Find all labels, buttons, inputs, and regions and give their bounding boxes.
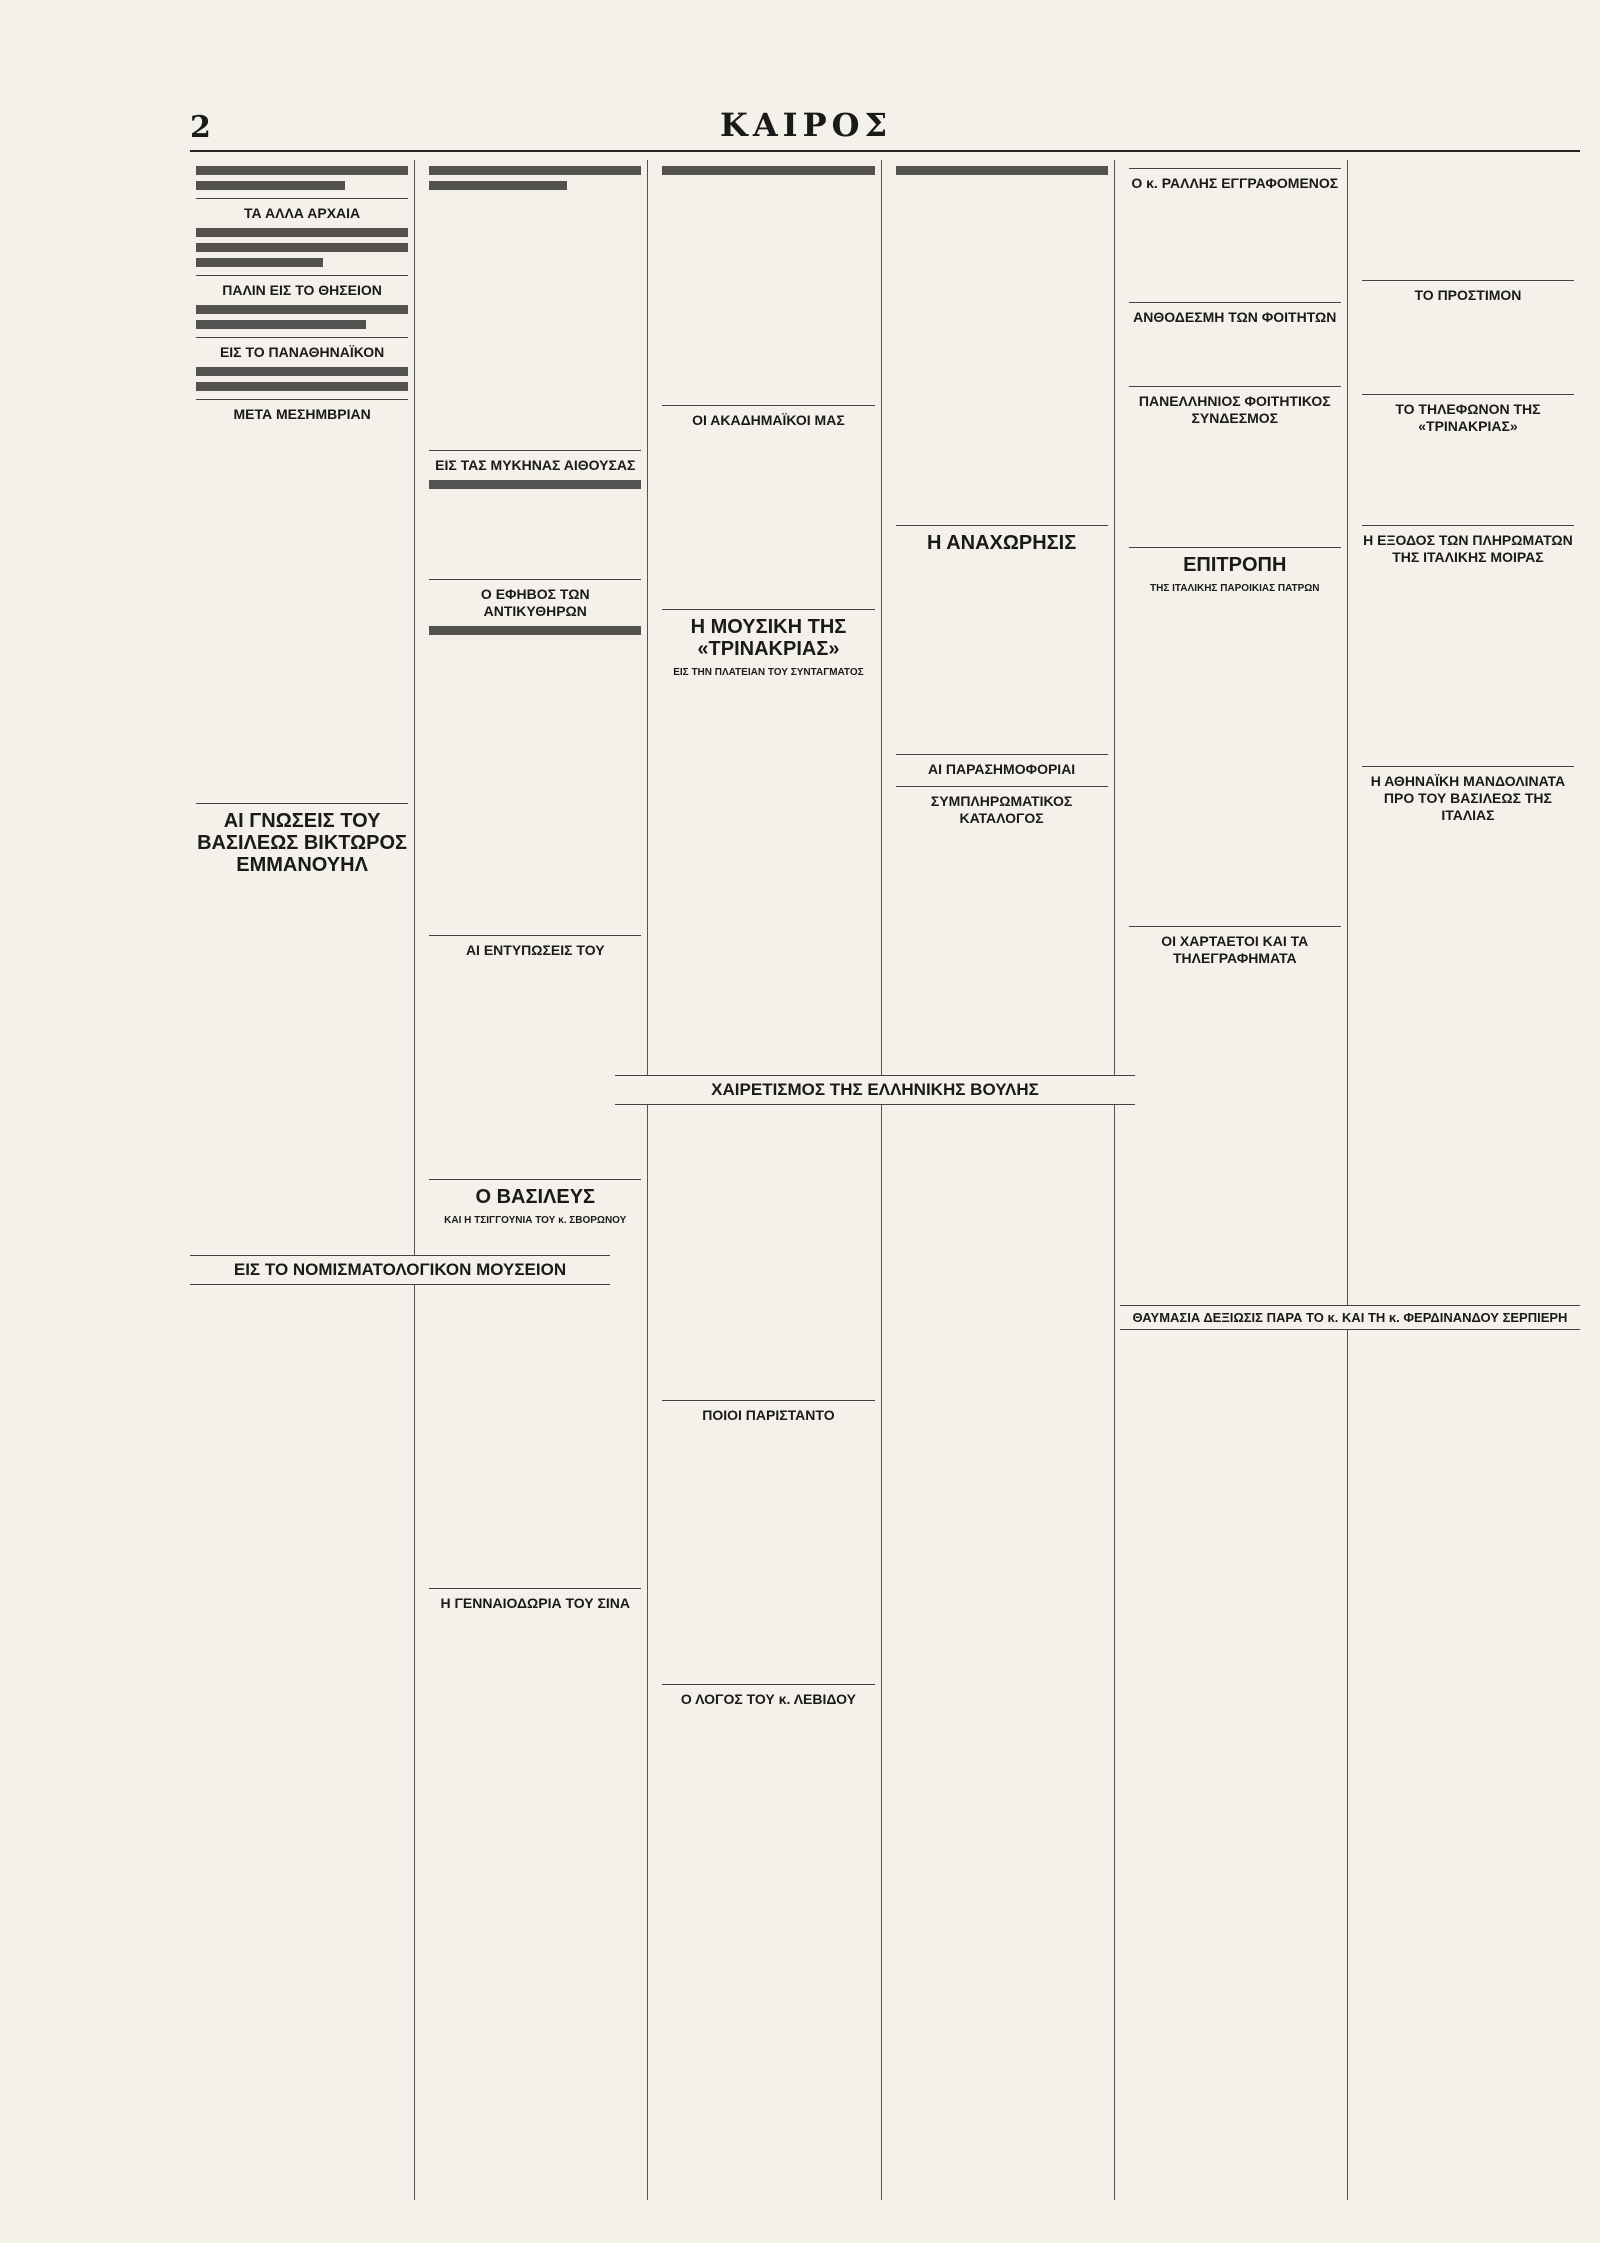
column-4	[890, 160, 1115, 2200]
column-2	[423, 160, 648, 2200]
section-heading: ΟΙ ΧΑΡΤΑΕΤΟΙ ΚΑΙ ΤΑ ΤΗΛΕΓΡΑΦΗΜΑΤΑ	[1129, 926, 1341, 967]
section-heading: Ο ΕΦΗΒΟΣ ΤΩΝ ΑΝΤΙΚΥΘΗΡΩΝ	[429, 579, 641, 620]
newspaper-title: ΚΑΙΡΟΣ	[720, 106, 893, 144]
banner-heading-greeting: ΧΑΙΡΕΤΙΣΜΟΣ ΤΗΣ ΕΛΛΗΝΙΚΗΣ ΒΟΥΛΗΣ	[615, 1075, 1135, 1105]
section-heading: Η ΕΞΟΔΟΣ ΤΩΝ ΠΛΗΡΩΜΑΤΩΝ ΤΗΣ ΙΤΑΛΙΚΗΣ ΜΟΙΡΑΣ	[1362, 525, 1574, 566]
section-heading: ΟΙ ΑΚΑΔΗΜΑΪΚΟΙ ΜΑΣ	[662, 405, 874, 429]
banner-heading-museum: ΕΙΣ ΤΟ ΝΟΜΙΣΜΑΤΟΛΟΓΙΚΟΝ ΜΟΥΣΕΙΟΝ	[190, 1255, 610, 1285]
column-3	[656, 160, 881, 2200]
sub-heading: ΤΗΣ ΙΤΑΛΙΚΗΣ ΠΑΡΟΙΚΙΑΣ ΠΑΤΡΩΝ	[1150, 583, 1320, 594]
section-heading: ΑΝΘΟΔΕΣΜΗ ΤΩΝ ΦΟΙΤΗΤΩΝ	[1129, 302, 1341, 326]
section-heading: Ο ΛΟΓΟΣ ΤΟΥ κ. ΛΕΒΙΔΟΥ	[662, 1684, 874, 1708]
section-heading: Ο κ. ΡΑΛΛΗΣ ΕΓΓΡΑΦΟΜΕΝΟΣ	[1129, 168, 1341, 192]
section-heading: ΤΟ ΠΡΟΣΤΙΜΟΝ	[1362, 280, 1574, 304]
section-heading: Η ΜΟΥΣΙΚΗ ΤΗΣ «ΤΡΙΝΑΚΡΙΑΣ»	[662, 609, 874, 660]
column-5	[1123, 160, 1348, 2200]
page-number: 2	[190, 110, 211, 145]
section-heading: ΠΟΙΟΙ ΠΑΡΙΣΤΑΝΤΟ	[662, 1400, 874, 1424]
section-heading: ΤΑ ΑΛΛΑ ΑΡΧΑΙΑ	[196, 198, 408, 222]
section-heading: Η ΓΕΝΝΑΙΟΔΩΡΙΑ ΤΟΥ ΣΙΝΑ	[429, 1588, 641, 1612]
section-heading: ΜΕΤΑ ΜΕΣΗΜΒΡΙΑΝ	[196, 399, 408, 423]
section-heading: ΑΙ ΠΑΡΑΣΗΜΟΦΟΡΙΑΙ	[896, 754, 1108, 778]
section-heading: ΕΙΣ ΤΑΣ ΜΥΚΗΝΑΣ ΑΙΘΟΥΣΑΣ	[429, 450, 641, 474]
section-heading: ΠΑΛΙΝ ΕΙΣ ΤΟ ΘΗΣΕΙΟΝ	[196, 275, 408, 299]
section-heading: ΑΙ ΓΝΩΣΕΙΣ ΤΟΥ ΒΑΣΙΛΕΩΣ ΒΙΚΤΩΡΟΣ ΕΜΜΑΝΟΥΗΛ	[196, 803, 408, 876]
masthead	[190, 106, 1580, 152]
column-1	[190, 160, 415, 2200]
section-heading: ΣΥΜΠΛΗΡΩΜΑΤΙΚΟΣ ΚΑΤΑΛΟΓΟΣ	[896, 786, 1108, 827]
section-heading: Η ΑΘΗΝΑΪΚΗ ΜΑΝΔΟΛΙΝΑΤΑ ΠΡΟ ΤΟΥ ΒΑΣΙΛΕΩΣ ΤΗΣ ΙΤΑΛΙΑΣ	[1362, 766, 1574, 824]
section-heading: ΠΑΝΕΛΛΗΝΙΟΣ ΦΟΙΤΗΤΙΚΟΣ ΣΥΝΔΕΣΜΟΣ	[1129, 386, 1341, 427]
article-columns	[190, 160, 1580, 2200]
sub-heading: ΚΑΙ Η ΤΣΙΓΓΟΥΝΙΑ ΤΟΥ κ. ΣΒΟΡΩΝΟΥ	[444, 1215, 627, 1226]
column-6	[1356, 160, 1580, 2200]
banner-heading-reception: ΘΑΥΜΑΣΙΑ ΔΕΞΙΩΣΙΣ ΠΑΡΑ ΤΟ κ. ΚΑΙ ΤΗ κ. ΦΕΡΔΙΝΑΝΔΟΥ ΣΕΡΠΙΕΡΗ	[1120, 1305, 1580, 1330]
section-heading: ΕΙΣ ΤΟ ΠΑΝΑΘΗΝΑΪΚΟΝ	[196, 337, 408, 361]
section-heading: Ο ΒΑΣΙΛΕΥΣ	[429, 1179, 641, 1208]
section-heading: ΤΟ ΤΗΛΕΦΩΝΟΝ ΤΗΣ «ΤΡΙΝΑΚΡΙΑΣ»	[1362, 394, 1574, 435]
sub-heading: ΕΙΣ ΤΗΝ ΠΛΑΤΕΙΑΝ ΤΟΥ ΣΥΝΤΑΓΜΑΤΟΣ	[673, 667, 864, 678]
section-heading: Η ΑΝΑΧΩΡΗΣΙΣ	[896, 525, 1108, 554]
section-heading: ΑΙ ΕΝΤΥΠΩΣΕΙΣ ΤΟΥ	[429, 935, 641, 959]
section-heading: ΕΠΙΤΡΟΠΗ	[1129, 547, 1341, 576]
